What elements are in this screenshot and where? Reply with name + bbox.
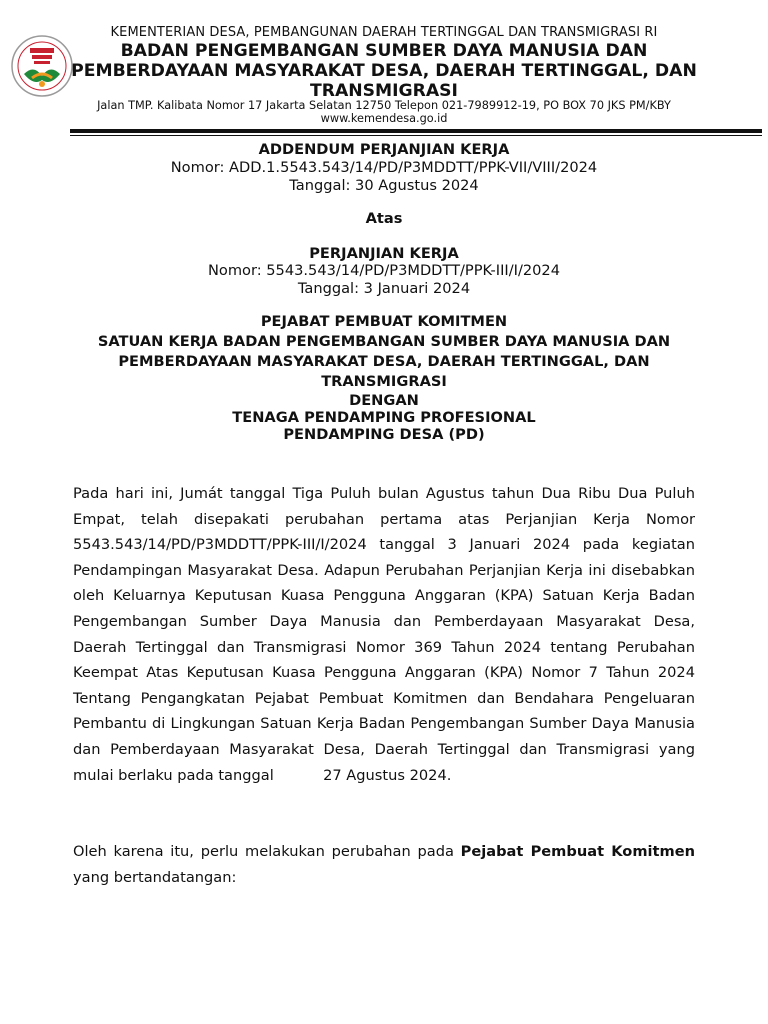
party-with: DENGAN [349, 392, 419, 409]
body-paragraph-2 [73, 839, 695, 890]
agreement-date: Tanggal: 3 Januari 2024 [297, 280, 471, 297]
agency-name-line2: PEMBERDAYAAN MASYARAKAT DESA, DAERAH TERTINGGAL, DAN [71, 61, 697, 81]
party-unit-line2: PEMBERDAYAAN MASYARAKAT DESA, DAERAH TERTINGGAL, DAN [118, 353, 650, 370]
party-unit-line3: TRANSMIGRASI [321, 373, 447, 390]
body-paragraph-2-bold: Pejabat Pembuat Komitmen [460, 843, 696, 860]
agency-address: Jalan TMP. Kalibata Nomor 17 Jakarta Selatan 12750 Telepon 021-7989912-19, PO BOX 70 JKS PM/KBY [97, 99, 671, 112]
body-paragraph-2-lead: Oleh karena itu, perlu melakukan perubahan pada [73, 843, 454, 860]
body-paragraph-1-text: Pada hari ini, Jumát tanggal Tiga Puluh bulan Agustus tahun Dua Ribu Dua Puluh Empat, telah disepakati perubahan pertama atas Perjanjian Kerja Nomor 5543.543/14/PD/P3MDDTT/PPK-III/I/2024 tanggal 3 Januari 2024 pada kegiatan Pendampingan Masyarakat Desa. Adapun Perubahan Perjanjian Kerja ini disebabkan oleh Keluarnya Keputusan Kuasa Pengguna Anggaran (KPA) Satuan Kerja Badan Pengembangan Sumber Daya Manusia dan Pemberdayaan Masyarakat Desa, Daerah Tertinggal dan Transmigrasi Nomor 369 Tahun 2024 tentang Perubahan Keempat Atas Keputusan Kuasa Pengguna Anggaran (KPA) Nomor 7 Tahun 2024 Tentang Pengangkatan Pejabat Pembuat Komitmen dan Bendahara Pengeluaran Pembantu di Lingkungan Satuan Kerja Badan Pengembangan Sumber Daya Manusia dan Pemberdayaan Masyarakat Desa, Daerah Tertinggal dan Transmigrasi yang mulai berlaku pada tanggal [73, 485, 695, 784]
agency-name [60, 41, 708, 101]
party-staff-line1: TENAGA PENDAMPING PROFESIONAL [232, 409, 536, 426]
agency-name-line3: TRANSMIGRASI [310, 81, 458, 101]
addendum-number: Nomor: ADD.1.5543.543/14/PD/P3MDDTT/PPK-VII/VIII/2024 [170, 159, 598, 176]
atas-label: Atas [365, 210, 403, 227]
ministry-name: KEMENTERIAN DESA, PEMBANGUNAN DAERAH TERTINGGAL DAN TRANSMIGRASI RI [110, 25, 658, 40]
body-paragraph-2-tail: yang bertandatangan: [73, 868, 237, 886]
letterhead-divider-thick [70, 129, 762, 133]
party-staff-line2: PENDAMPING DESA (PD) [283, 426, 485, 443]
agency-name-line1: BADAN PENGEMBANGAN SUMBER DAYA MANUSIA DAN [120, 41, 648, 61]
agency-website: www.kemendesa.go.id [320, 112, 448, 125]
party-unit-line1: SATUAN KERJA BADAN PENGEMBANGAN SUMBER DAYA MANUSIA DAN [97, 333, 671, 350]
body-paragraph-1-day: 27 [323, 766, 342, 784]
agreement-number: Nomor: 5543.543/14/PD/P3MDDTT/PPK-III/I/2024 [207, 262, 561, 279]
body-paragraph-1-month-year: Agustus 2024. [346, 766, 452, 784]
agreement-title: PERJANJIAN KERJA [309, 245, 459, 262]
body-paragraph-1 [73, 481, 695, 788]
addendum-title: ADDENDUM PERJANJIAN KERJA [258, 141, 510, 158]
addendum-date: Tanggal: 30 Agustus 2024 [289, 177, 479, 194]
party-unit [60, 332, 708, 392]
letterhead-divider-thin [70, 135, 762, 136]
party-official: PEJABAT PEMBUAT KOMITMEN [260, 313, 508, 330]
